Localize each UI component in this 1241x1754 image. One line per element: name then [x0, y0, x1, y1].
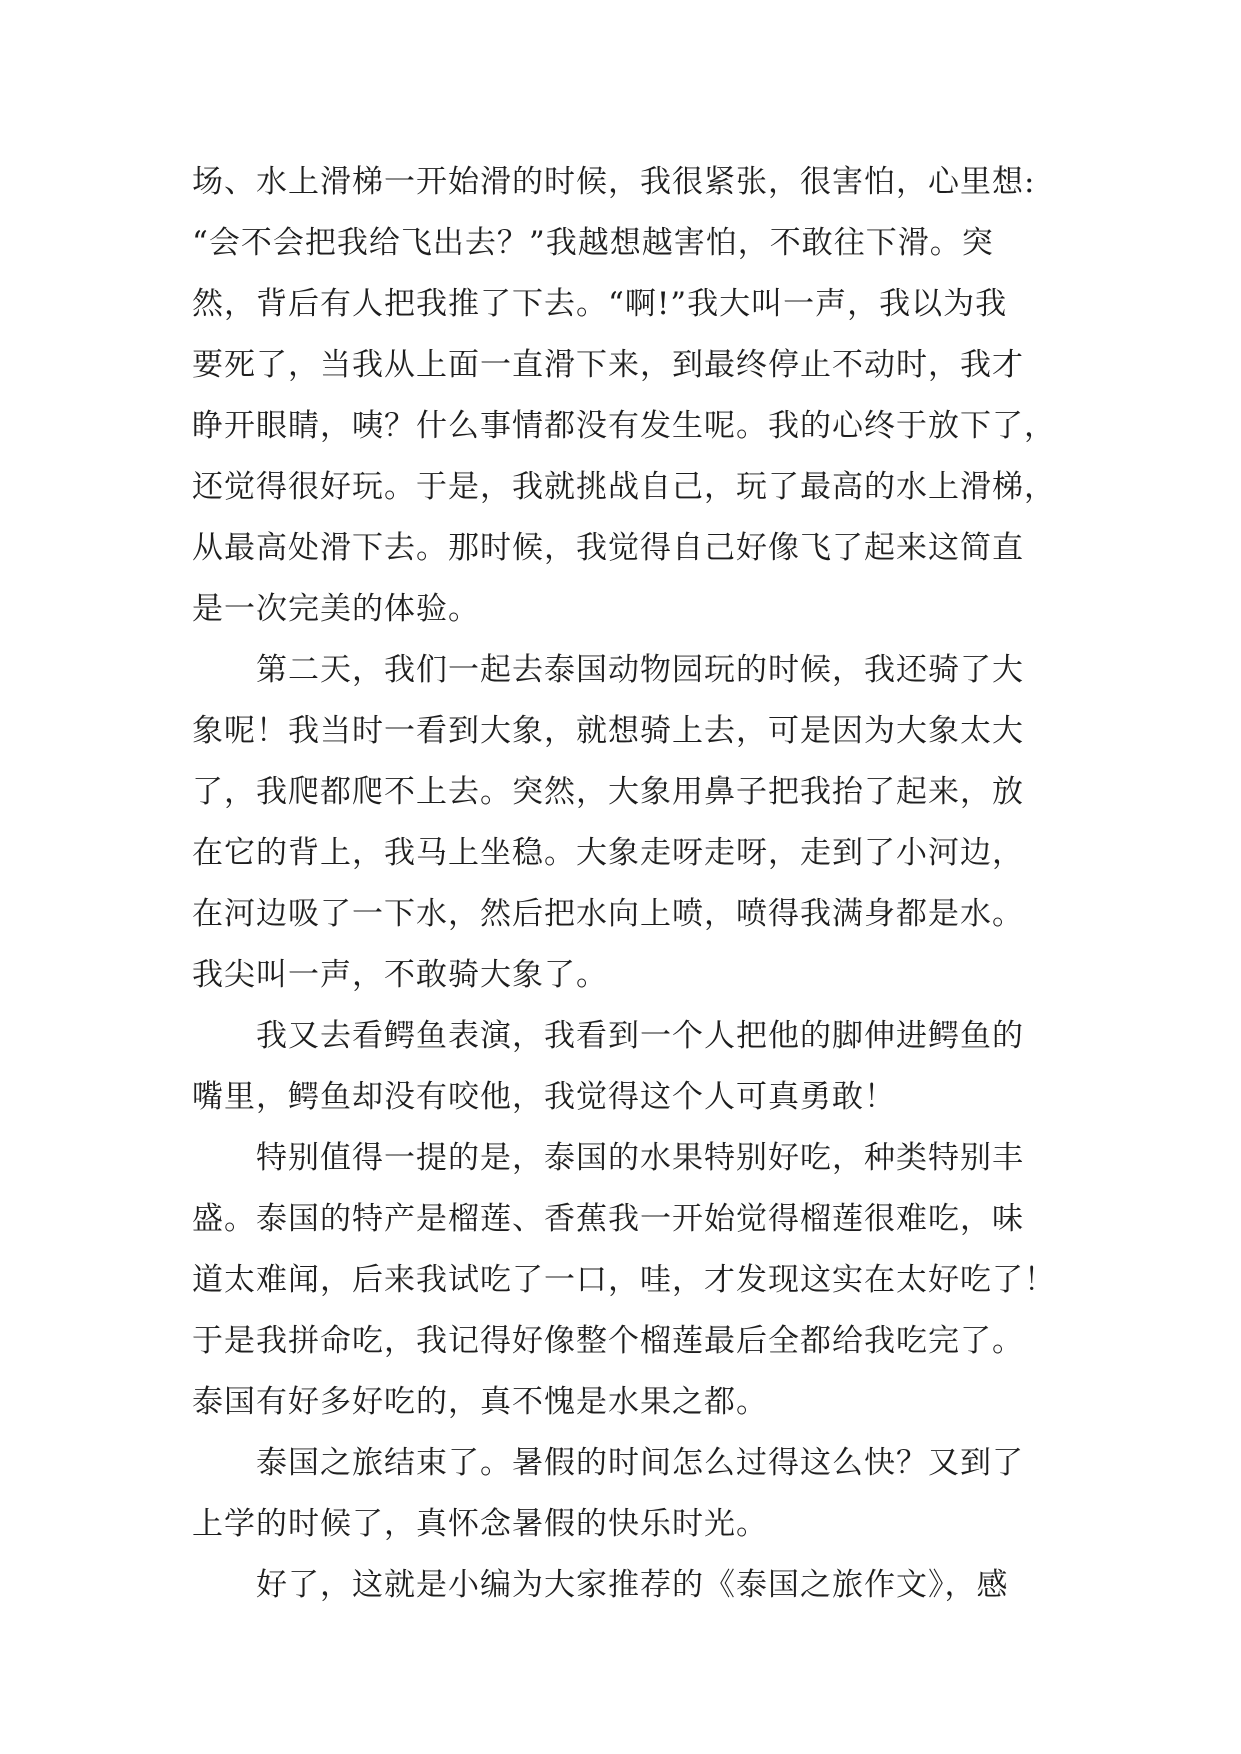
text-line: 嘴里，鳄鱼却没有咬他，我觉得这个人可真勇敢！: [192, 1079, 896, 1115]
essay-body: [192, 152, 1072, 1616]
text-line: 睁开眼睛，咦？什么事情都没有发生呢。我的心终于放下了，: [192, 408, 1056, 444]
text-line: 然，背后有人把我推了下去。“啊!”我大叫一声，我以为我: [192, 286, 1008, 322]
text-line: 泰国有好多好吃的，真不愧是水果之都。: [192, 1384, 768, 1420]
text-line: 于是我拼命吃，我记得好像整个榴莲最后全都给我吃完了。: [192, 1323, 1024, 1359]
text-line: 从最高处滑下去。那时候，我觉得自己好像飞了起来这简直: [192, 530, 1024, 566]
text-line: 上学的时候了，真怀念暑假的快乐时光。: [192, 1506, 768, 1542]
text-line: 了，我爬都爬不上去。突然，大象用鼻子把我抬了起来，放: [192, 774, 1024, 810]
paragraph-first-line: 好了，这就是小编为大家推荐的《泰国之旅作文》，感: [256, 1567, 1009, 1603]
text-line: “会不会把我给飞出去？”我越想越害怕，不敢往下滑。突: [192, 225, 994, 261]
text-line: 场、水上滑梯一开始滑的时候，我很紧张，很害怕，心里想:: [192, 164, 1036, 200]
text-line: 要死了，当我从上面一直滑下来，到最终停止不动时，我才: [192, 347, 1024, 383]
text-line: 在它的背上，我马上坐稳。大象走呀走呀，走到了小河边，: [192, 835, 1024, 871]
text-line: 在河边吸了一下水，然后把水向上喷，喷得我满身都是水。: [192, 896, 1024, 932]
text-line: 我尖叫一声，不敢骑大象了。: [192, 957, 608, 993]
text-line: 道太难闻，后来我试吃了一口，哇，才发现这实在太好吃了！: [192, 1262, 1056, 1298]
text-line: 象呢！我当时一看到大象，就想骑上去，可是因为大象太大: [192, 713, 1024, 749]
paragraph-first-line: 泰国之旅结束了。暑假的时间怎么过得这么快？又到了: [256, 1445, 1024, 1481]
text-line: 盛。泰国的特产是榴莲、香蕉我一开始觉得榴莲很难吃，味: [192, 1201, 1024, 1237]
paragraph-first-line: 第二天，我们一起去泰国动物园玩的时候，我还骑了大: [256, 652, 1024, 688]
text-line: 是一次完美的体验。: [192, 591, 480, 627]
paragraph-first-line: 我又去看鳄鱼表演，我看到一个人把他的脚伸进鳄鱼的: [256, 1018, 1024, 1054]
text-line: 还觉得很好玩。于是，我就挑战自己，玩了最高的水上滑梯，: [192, 469, 1056, 505]
paragraph-first-line: 特别值得一提的是，泰国的水果特别好吃，种类特别丰: [256, 1140, 1024, 1176]
